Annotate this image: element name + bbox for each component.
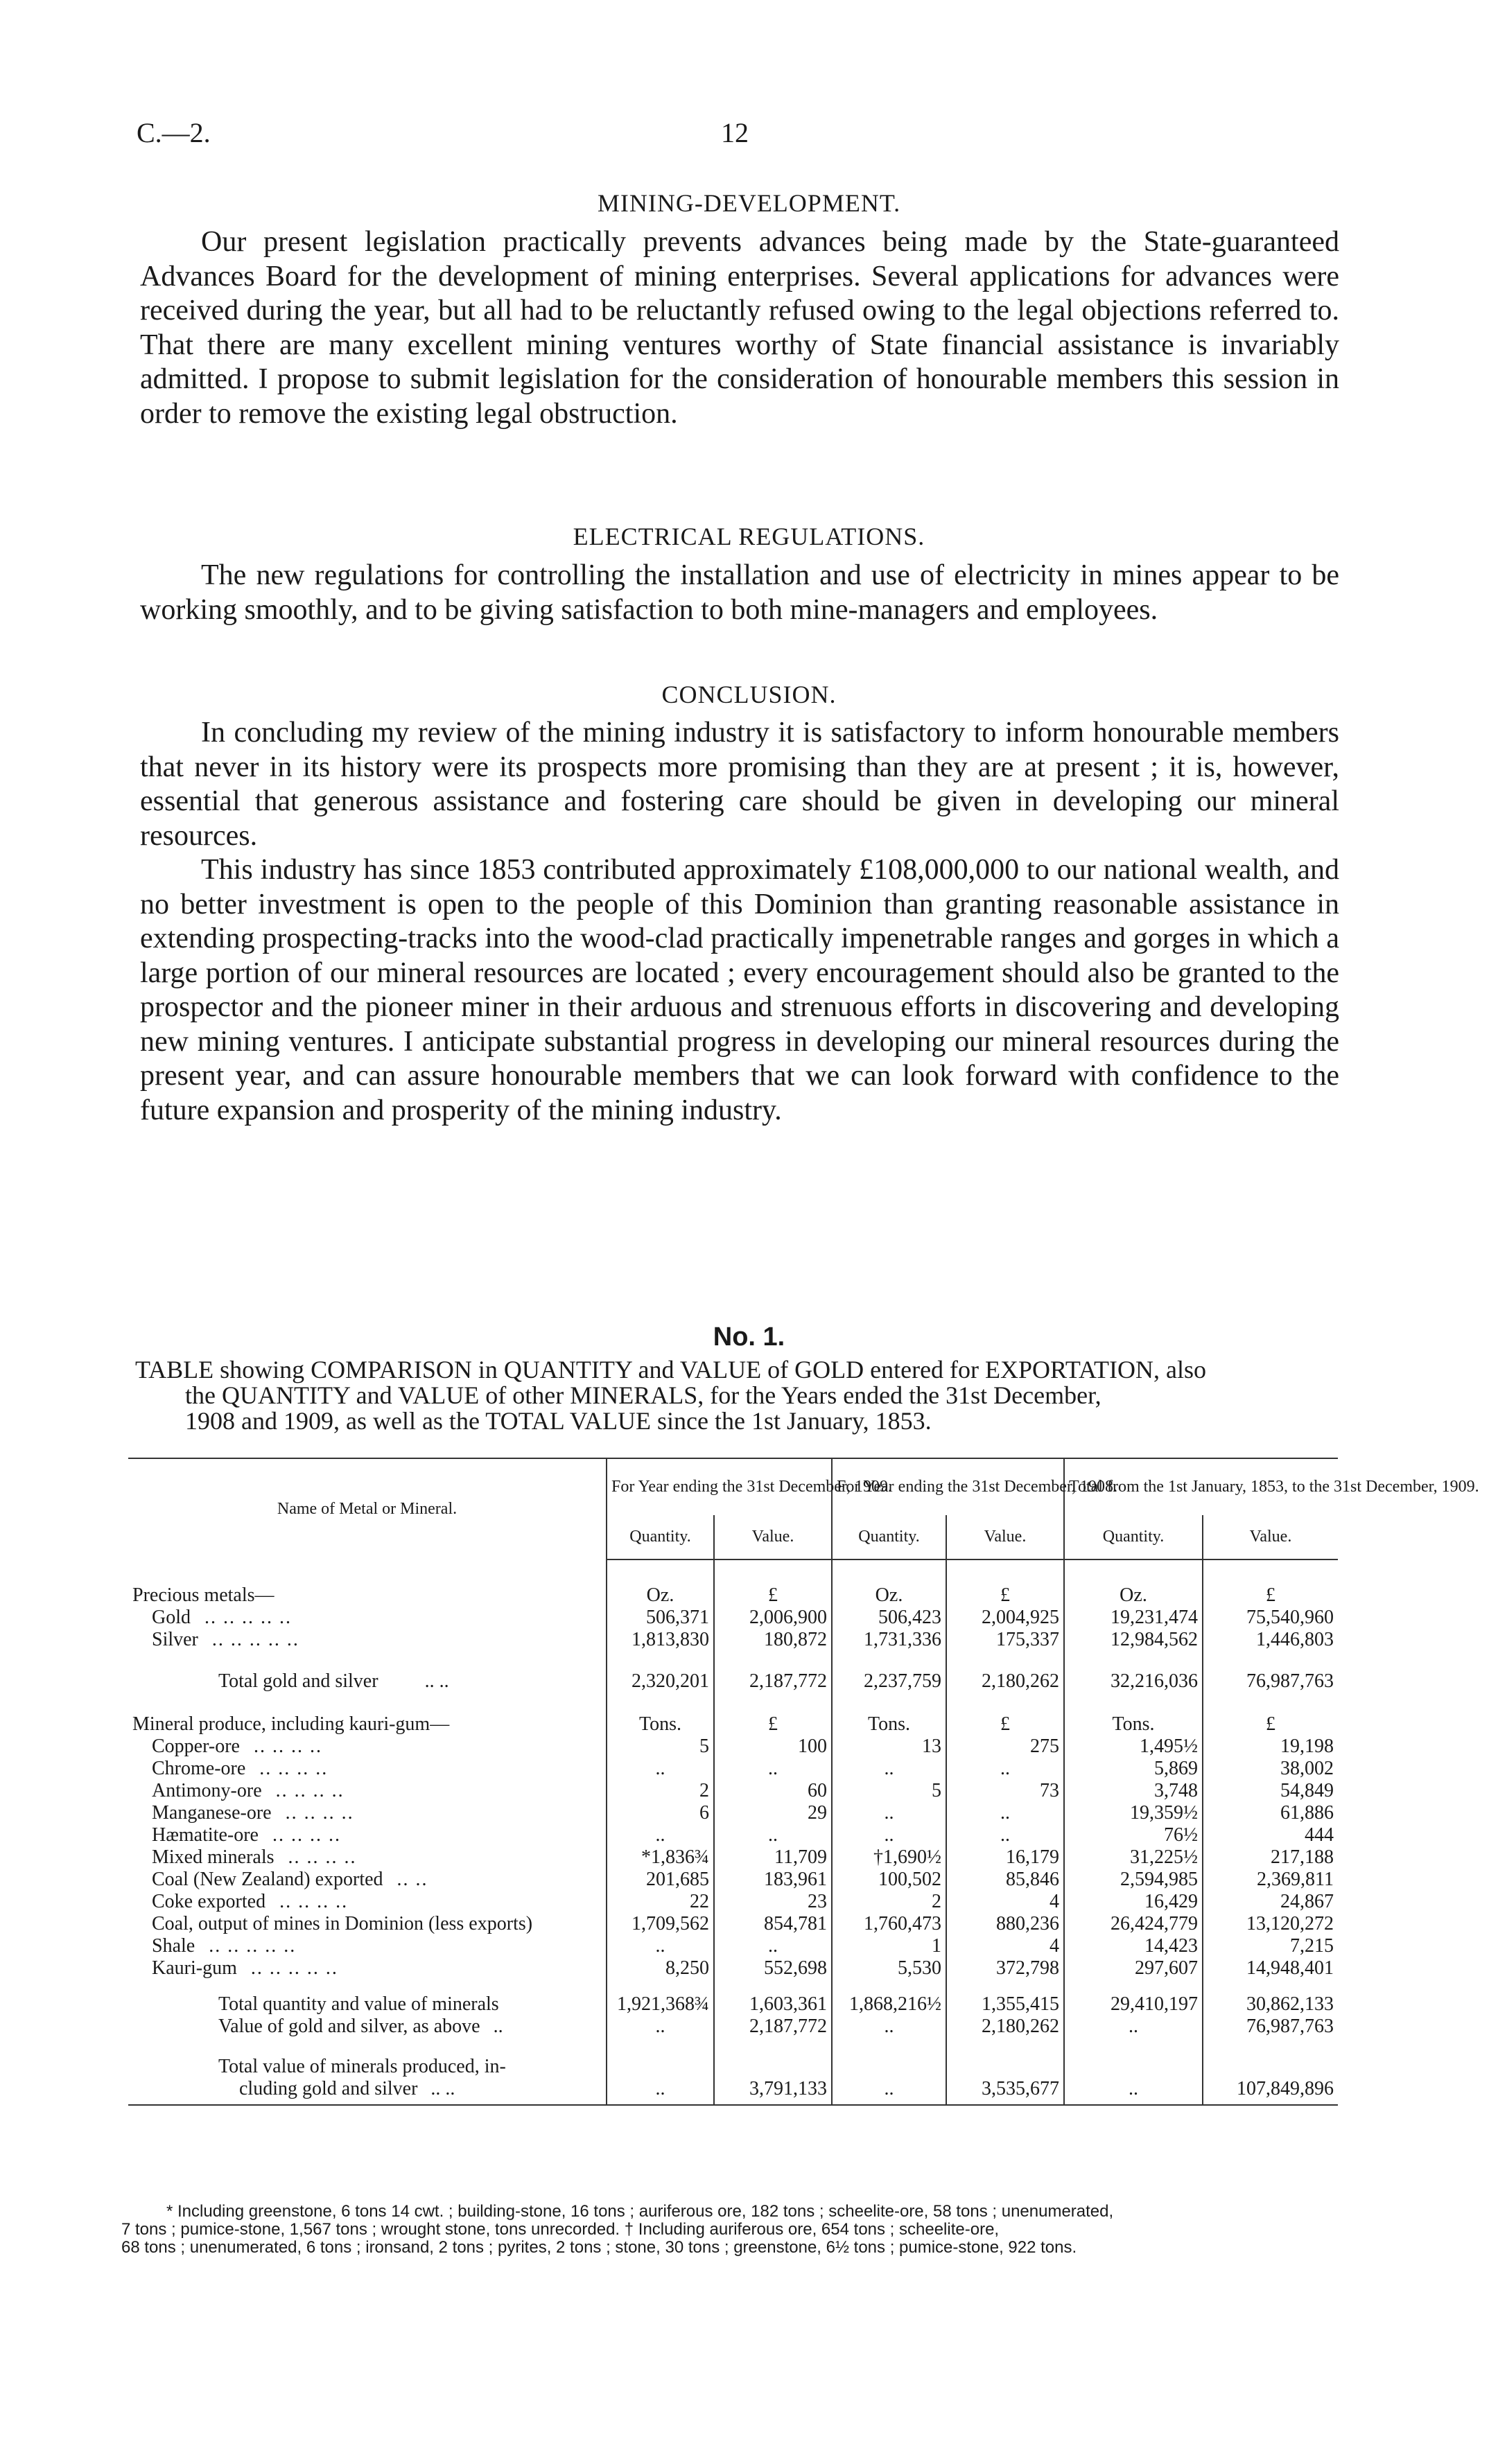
cell: .. bbox=[946, 1758, 1064, 1780]
cell: 2,004,925 bbox=[946, 1607, 1064, 1629]
cell: 76,987,763 bbox=[1246, 2016, 1334, 2037]
section-title-conclusion: CONCLUSION. bbox=[661, 681, 837, 708]
table-row bbox=[128, 1802, 1338, 1824]
cell: 854,781 bbox=[714, 1913, 832, 1935]
cell: 2,187,772 bbox=[714, 2016, 832, 2038]
row-label: Coal, output of mines in Dominion (less exports) bbox=[152, 1913, 533, 1934]
table-row bbox=[128, 1780, 1338, 1802]
leader-dots: .. .. .. .. .. bbox=[211, 1629, 299, 1650]
table-row-label bbox=[128, 1780, 607, 1802]
row-label: Value of gold and silver, as above bbox=[218, 2016, 480, 2037]
table-row bbox=[128, 1869, 1338, 1891]
table-row bbox=[128, 1913, 1338, 1935]
row-label: Coke exported bbox=[152, 1891, 266, 1912]
cell: 16,179 bbox=[946, 1846, 1064, 1869]
table-row-label bbox=[128, 1935, 607, 1957]
unit-label: £ bbox=[1266, 1584, 1275, 1606]
cell: 14,423 bbox=[1064, 1935, 1203, 1957]
cell: 217,188 bbox=[1271, 1846, 1334, 1868]
table-row-label bbox=[128, 1758, 607, 1780]
cell: 5,869 bbox=[1064, 1758, 1203, 1780]
cell: .. bbox=[714, 1824, 832, 1846]
cell: .. bbox=[607, 1935, 714, 1957]
caption-line: 1908 and 1909, as well as the TOTAL VALUE since the 1st January, 1853. bbox=[185, 1407, 932, 1435]
cell: .. bbox=[1064, 2056, 1203, 2105]
cell: .. bbox=[946, 1802, 1064, 1824]
unit-label: Oz. bbox=[1064, 1584, 1203, 1607]
cell: 2,180,262 bbox=[946, 1662, 1064, 1693]
cell: 5 bbox=[832, 1780, 946, 1802]
row-label: Hæmatite-ore bbox=[152, 1824, 259, 1846]
table-row-label bbox=[128, 1957, 607, 1980]
cell: .. bbox=[607, 2056, 714, 2105]
cell: 1,495½ bbox=[1064, 1736, 1203, 1758]
cell: 506,371 bbox=[607, 1607, 714, 1629]
row-label: Antimony-ore bbox=[152, 1780, 262, 1801]
cell: 180,872 bbox=[714, 1629, 832, 1651]
sub-header-value: Value. bbox=[946, 1515, 1064, 1559]
unit-label: Tons. bbox=[1064, 1713, 1203, 1736]
unit-label: £ bbox=[1266, 1713, 1275, 1735]
cell: 26,424,779 bbox=[1064, 1913, 1203, 1935]
cell: 29,410,197 bbox=[1064, 1993, 1203, 2016]
cell: 32,216,036 bbox=[1064, 1662, 1203, 1693]
sub-header-value: Value. bbox=[714, 1515, 832, 1559]
table-row-label bbox=[128, 1802, 607, 1824]
row-label: Mixed minerals bbox=[152, 1846, 275, 1868]
leader-dots: .. .. bbox=[430, 2078, 455, 2099]
section-title-mining: MINING-DEVELOPMENT. bbox=[597, 189, 901, 217]
cell: .. bbox=[714, 1758, 832, 1780]
cell: 1,868,216½ bbox=[832, 1993, 946, 2016]
footnote-line: * Including greenstone, 6 tons 14 cwt. ; building-stone, 16 tons ; auriferous ore, 182 tons ; scheelite-ore, 58 tons ; unenumerated, bbox=[166, 2202, 1114, 2221]
cell: 76½ bbox=[1064, 1824, 1203, 1846]
row-label: Silver bbox=[152, 1629, 198, 1650]
precious-metals-heading: Precious metals— bbox=[128, 1584, 607, 1607]
table-row-label bbox=[128, 1913, 607, 1935]
cell: 54,849 bbox=[1280, 1780, 1334, 1801]
cell: 24,867 bbox=[1280, 1891, 1334, 1912]
sub-header-quantity: Quantity. bbox=[832, 1515, 946, 1559]
section-title-electrical: ELECTRICAL REGULATIONS. bbox=[573, 523, 925, 550]
row-label: Total gold and silver bbox=[218, 1670, 378, 1692]
section-body-electrical bbox=[140, 559, 1339, 627]
cell: 4 bbox=[946, 1891, 1064, 1913]
cell: .. bbox=[607, 1758, 714, 1780]
cell: 2,594,985 bbox=[1064, 1869, 1203, 1891]
cell: 60 bbox=[714, 1780, 832, 1802]
footnote-line: 7 tons ; pumice-stone, 1,567 tons ; wrought stone, tons unrecorded. † Including auriferous ore, 654 tons ; scheelite-ore, bbox=[121, 2220, 1000, 2239]
unit-label: £ bbox=[946, 1713, 1064, 1736]
cell: 2 bbox=[832, 1891, 946, 1913]
leader-dots: .. .. .. .. bbox=[253, 1736, 322, 1757]
cell: 13 bbox=[832, 1736, 946, 1758]
cell: 175,337 bbox=[946, 1629, 1064, 1651]
cell: 13,120,272 bbox=[1246, 1913, 1334, 1934]
leader-dots: .. .. .. .. bbox=[288, 1846, 357, 1868]
table-row-label bbox=[128, 1662, 607, 1693]
cell: 2,006,900 bbox=[714, 1607, 832, 1629]
leader-dots: .. .. .. .. .. bbox=[204, 1607, 292, 1628]
row-label: Total quantity and value of minerals bbox=[128, 1993, 607, 2016]
leader-dots: .. .. bbox=[397, 1869, 428, 1890]
leader-dots: .. .. bbox=[424, 1670, 449, 1692]
cell: 73 bbox=[946, 1780, 1064, 1802]
cell: .. bbox=[607, 2016, 714, 2038]
cell: *1,836¾ bbox=[607, 1846, 714, 1869]
cell: 107,849,896 bbox=[1203, 2056, 1338, 2105]
cell: 29 bbox=[714, 1802, 832, 1824]
table-row-label bbox=[128, 2016, 607, 2038]
table-row-label bbox=[128, 1824, 607, 1846]
cell: .. bbox=[714, 1935, 832, 1957]
cell: 23 bbox=[714, 1891, 832, 1913]
cell: .. bbox=[832, 1802, 946, 1824]
page-number: 12 bbox=[721, 117, 749, 148]
cell: †1,690½ bbox=[832, 1846, 946, 1869]
cell: .. bbox=[832, 1824, 946, 1846]
cell: 4 bbox=[946, 1935, 1064, 1957]
cell: 880,236 bbox=[946, 1913, 1064, 1935]
group-header-1908: For Year ending the 31st December, 1908. bbox=[832, 1458, 1064, 1515]
cell: .. bbox=[1064, 2016, 1203, 2038]
cell: 75,540,960 bbox=[1246, 1607, 1334, 1628]
cell: 1,760,473 bbox=[832, 1913, 946, 1935]
unit-label: £ bbox=[714, 1584, 832, 1607]
cell: 14,948,401 bbox=[1246, 1957, 1334, 1979]
leader-dots: .. .. .. .. bbox=[285, 1802, 354, 1824]
table-row bbox=[128, 1935, 1338, 1957]
cell: 5,530 bbox=[832, 1957, 946, 1980]
leader-dots: .. .. .. .. .. bbox=[250, 1957, 338, 1979]
sub-header-quantity: Quantity. bbox=[607, 1515, 714, 1559]
minerals-table bbox=[128, 1458, 1479, 2106]
table-row-label bbox=[128, 1869, 607, 1891]
leader-dots: .. .. .. .. bbox=[275, 1780, 345, 1801]
cell: 372,798 bbox=[946, 1957, 1064, 1980]
unit-label: Oz. bbox=[607, 1584, 714, 1607]
table-row bbox=[128, 1629, 1338, 1651]
sub-header-quantity: Quantity. bbox=[1064, 1515, 1203, 1559]
row-label: Copper-ore bbox=[152, 1736, 240, 1757]
table-row bbox=[128, 1824, 1338, 1846]
row-label: Shale bbox=[152, 1935, 195, 1957]
leader-dots: .. bbox=[493, 2016, 503, 2037]
cell: 7,215 bbox=[1290, 1935, 1334, 1957]
unit-label: £ bbox=[714, 1713, 832, 1736]
table-row bbox=[128, 1891, 1338, 1913]
cell: 1,731,336 bbox=[832, 1629, 946, 1651]
caption-line: TABLE showing COMPARISON in QUANTITY and VALUE of GOLD entered for EXPORTATION, also bbox=[135, 1356, 1206, 1383]
mineral-produce-heading: Mineral produce, including kauri-gum— bbox=[128, 1713, 607, 1736]
cell: 16,429 bbox=[1064, 1891, 1203, 1913]
cell: 1,603,361 bbox=[714, 1993, 832, 2016]
row-label: Kauri-gum bbox=[152, 1957, 237, 1979]
sub-header-value: Value. bbox=[1203, 1515, 1338, 1559]
cell: 183,961 bbox=[714, 1869, 832, 1891]
row-label: Manganese-ore bbox=[152, 1802, 272, 1824]
paragraph: In concluding my review of the mining industry it is satisfactory to inform honourable members that never in its history were its prospects more promising than they are at present ; it is, however, essential that generous assistance and fostering care should be given in developing our mineral resources. bbox=[140, 717, 1339, 852]
paragraph: Our present legislation practically prevents advances being made by the State-guaranteed Advances Board for the development of mining enterprises. Several applications for advances were received during the year, but all had to be reluctantly refused owing to the legal objections referred to. That there are many excellent mining ventures worthy of State financial assistance is invariably admitted. I propose to submit legislation for the consideration of honourable members this session in order to remove the existing legal obstruction. bbox=[140, 226, 1339, 430]
leader-dots: .. .. .. .. .. bbox=[209, 1935, 297, 1957]
cell: 201,685 bbox=[607, 1869, 714, 1891]
cell: 2,187,772 bbox=[714, 1662, 832, 1693]
unit-label: Tons. bbox=[832, 1713, 946, 1736]
footnote-line: 68 tons ; unenumerated, 6 tons ; ironsand, 2 tons ; pyrites, 2 tons ; stone, 30 tons ; greenstone, 6½ tons ; pumice-stone, 922 tons. bbox=[121, 2238, 1077, 2257]
cell: 85,846 bbox=[946, 1869, 1064, 1891]
table-row-label bbox=[128, 1736, 607, 1758]
table-row bbox=[128, 1736, 1338, 1758]
table-caption bbox=[135, 1357, 1341, 1434]
cell: 19,198 bbox=[1280, 1736, 1334, 1757]
cell: 3,791,133 bbox=[714, 2056, 832, 2105]
cell: 297,607 bbox=[1064, 1957, 1203, 1980]
table-row bbox=[128, 1758, 1338, 1780]
leader-dots: .. .. .. .. bbox=[279, 1891, 349, 1912]
cell: 12,984,562 bbox=[1064, 1629, 1203, 1651]
table-row-label bbox=[128, 1846, 607, 1869]
table-row-label bbox=[128, 2056, 607, 2105]
cell: 1,813,830 bbox=[607, 1629, 714, 1651]
section-body-mining bbox=[140, 225, 1339, 431]
cell: 506,423 bbox=[832, 1607, 946, 1629]
table-row-label bbox=[128, 1629, 607, 1651]
cell: 22 bbox=[607, 1891, 714, 1913]
cell: .. bbox=[832, 1758, 946, 1780]
cell: 6 bbox=[607, 1802, 714, 1824]
cell: 1,355,415 bbox=[946, 1993, 1064, 2016]
cell: 275 bbox=[946, 1736, 1064, 1758]
cell: 2 bbox=[607, 1780, 714, 1802]
table-row bbox=[128, 1846, 1338, 1869]
row-label: Gold bbox=[152, 1607, 191, 1628]
row-label: Chrome-ore bbox=[152, 1758, 246, 1779]
cell: 100 bbox=[714, 1736, 832, 1758]
cell: 31,225½ bbox=[1064, 1846, 1203, 1869]
row-label: Coal (New Zealand) exported bbox=[152, 1869, 383, 1890]
cell: 2,237,759 bbox=[832, 1662, 946, 1693]
cell: 1,446,803 bbox=[1256, 1629, 1334, 1650]
cell: 2,369,811 bbox=[1257, 1869, 1334, 1890]
cell: 76,987,763 bbox=[1246, 1670, 1334, 1692]
leader-dots: .. .. .. .. bbox=[259, 1758, 329, 1779]
cell: 19,231,474 bbox=[1064, 1607, 1203, 1629]
caption-line: the QUANTITY and VALUE of other MINERALS, for the Years ended the 31st December, bbox=[185, 1381, 1101, 1409]
cell: 1 bbox=[832, 1935, 946, 1957]
table-row-label bbox=[128, 1607, 607, 1629]
cell: 552,698 bbox=[714, 1957, 832, 1980]
cell: .. bbox=[832, 2056, 946, 2105]
col-name-header: Name of Metal or Mineral. bbox=[128, 1458, 607, 1559]
cell: 38,002 bbox=[1280, 1758, 1334, 1779]
row-label: cluding gold and silver bbox=[239, 2078, 418, 2099]
cell: 30,862,133 bbox=[1246, 1993, 1334, 2015]
unit-label: Tons. bbox=[607, 1713, 714, 1736]
table-row bbox=[128, 1607, 1338, 1629]
cell: 11,709 bbox=[714, 1846, 832, 1869]
row-label: Total value of minerals produced, in- bbox=[218, 2056, 506, 2077]
table-footnotes bbox=[121, 2203, 1341, 2257]
table-row bbox=[128, 1957, 1338, 1980]
cell: 8,250 bbox=[607, 1957, 714, 1980]
leader-dots: .. .. .. .. bbox=[272, 1824, 341, 1846]
section-body-conclusion bbox=[140, 716, 1339, 1128]
cell: .. bbox=[946, 1824, 1064, 1846]
document-reference: C.—2. bbox=[137, 117, 211, 148]
group-header-1909: For Year ending the 31st December, 1909. bbox=[607, 1458, 832, 1515]
cell: .. bbox=[607, 1824, 714, 1846]
cell: 2,180,262 bbox=[946, 2016, 1064, 2038]
cell: 1,921,368¾ bbox=[607, 1993, 714, 2016]
cell: 444 bbox=[1305, 1824, 1334, 1846]
cell: 2,320,201 bbox=[607, 1662, 714, 1693]
table-number: No. 1. bbox=[713, 1322, 785, 1352]
cell: 3,748 bbox=[1064, 1780, 1203, 1802]
group-header-total: Total from the 1st January, 1853, to the 31st December, 1909. bbox=[1064, 1458, 1338, 1515]
cell: 5 bbox=[607, 1736, 714, 1758]
table-row-label bbox=[128, 1891, 607, 1913]
cell: 100,502 bbox=[832, 1869, 946, 1891]
unit-label: £ bbox=[946, 1584, 1064, 1607]
cell: 1,709,562 bbox=[607, 1913, 714, 1935]
unit-label: Oz. bbox=[832, 1584, 946, 1607]
cell: .. bbox=[832, 2016, 946, 2038]
cell: 3,535,677 bbox=[946, 2056, 1064, 2105]
paragraph: This industry has since 1853 contributed approximately £108,000,000 to our national wealth, and no better investment is open to the people of this Dominion than granting reasonable assistance in extending prospecting-tracks into the wood-clad practically impenetrable ranges and gorges in which a large portion of our mineral resources are located ; every encouragement should also be granted to the prospector and the pioneer miner in their arduous and strenuous efforts in discovering and developing new mining ventures. I anticipate substantial progress in developing our mineral resources during the present year, and can assure honourable members that we can look forward with confidence to the future expansion and prosperity of the mining industry. bbox=[140, 854, 1339, 1126]
paragraph: The new regulations for controlling the installation and use of electricity in mines appear to be working smoothly, and to be giving satisfaction to both mine-managers and employees. bbox=[140, 559, 1339, 626]
cell: 61,886 bbox=[1280, 1802, 1334, 1824]
cell: 19,359½ bbox=[1064, 1802, 1203, 1824]
